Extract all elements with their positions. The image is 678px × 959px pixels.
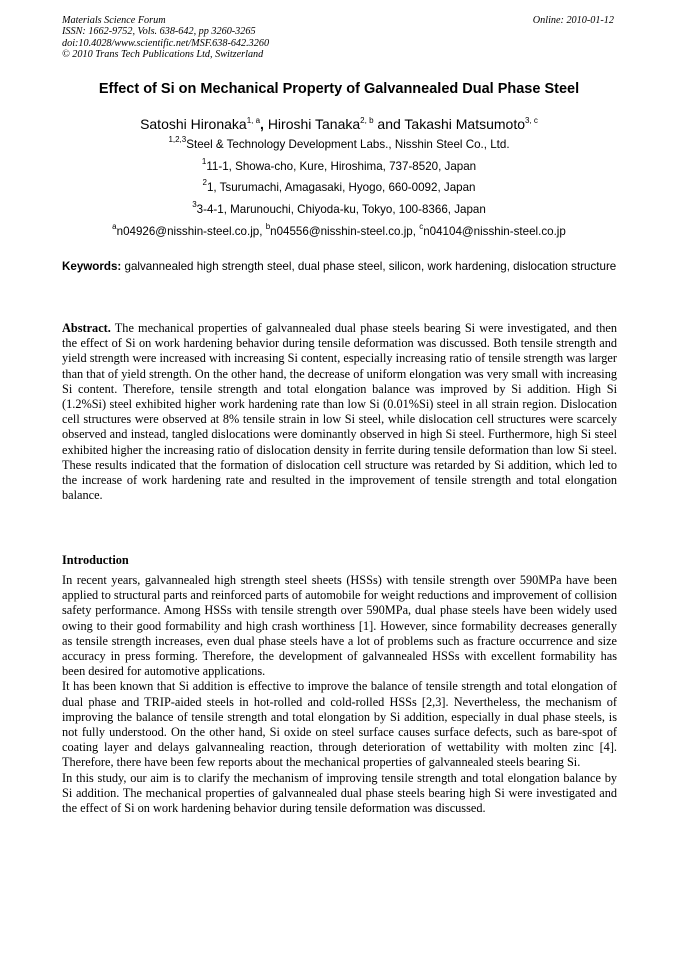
paper-title: Effect of Si on Mechanical Property of Galvannealed Dual Phase Steel xyxy=(98,81,580,97)
affiliation-address-3 xyxy=(0,200,678,218)
email-superscript: b xyxy=(265,222,271,231)
author-emails xyxy=(0,222,678,240)
introduction-paragraph: In recent years, galvannealed high strength steel sheets (HSSs) with tensile strength over 590MPa have been applied to structural parts and reinforced parts of automobile for weight reductions and improvement of collision safety performance. Among HSSs with tensile strength over 590MPa, dual phase steels have been widely used owing to their good formability and high crash worthiness [1]. However, since formability decreases generally as tensile strength increases, even dual phase steels have a lot of problems such as fracture occurrence and size accuracy in press forming. Therefore, the development of galvannealed HSSs with excellent formability has been desired for automotive applications. xyxy=(62,573,617,679)
email-link[interactable]: n04926@nisshin-steel.co.jp, xyxy=(116,225,263,238)
affiliation-text: 1, Tsurumachi, Amagasaki, Hyogo, 660-0092, Japan xyxy=(206,181,476,194)
affiliation-org xyxy=(0,135,678,153)
email-superscript: c xyxy=(419,222,424,231)
keywords-label: Keywords: xyxy=(62,260,122,273)
affiliation-superscript: 3 xyxy=(192,200,197,209)
affiliation-text: 11-1, Showa-cho, Kure, Hiroshima, 737-8520, Japan xyxy=(206,160,477,173)
introduction-body xyxy=(62,573,617,816)
affiliation-superscript: 1,2,3 xyxy=(168,135,187,144)
section-heading-introduction: Introduction xyxy=(62,553,129,567)
email-link[interactable]: n04104@nisshin-steel.co.jp xyxy=(423,225,566,238)
doi-line: doi:10.4028/www.scientific.net/MSF.638-642.3260 xyxy=(62,37,270,49)
abstract-label: Abstract. xyxy=(62,321,111,335)
introduction-paragraph: It has been known that Si addition is effective to improve the balance of tensile strength and total elongation of dual phase and TRIP-aided steels in hot-rolled and cold-rolled HSSs [2,3]. Nevertheless, the mechanism of improving the balance of tensile strength and total elongation by Si addition, especially in dual phase steels, is not fully understood. On the other hand, Si oxide on steel surface causes surface defects, such as bare-spot of coating layer and delays galvannealing reaction, through deterioration of wettability with molten zinc [4]. Therefore, there have been few reports about the mechanical properties of galvannealed steels bearing Si. xyxy=(62,679,617,770)
keywords xyxy=(62,260,618,275)
affiliation-superscript: 1 xyxy=(201,157,207,166)
author-list xyxy=(0,115,678,136)
journal-name: Materials Science Forum xyxy=(62,15,166,26)
online-date: Online: 2010-01-12 xyxy=(532,15,614,26)
journal-header xyxy=(62,15,616,60)
issn-line: ISSN: 1662-9752, Vols. 638-642, pp 3260-3265 xyxy=(62,26,256,38)
affiliation-text: Steel & Technology Development Labs., Nisshin Steel Co., Ltd. xyxy=(186,138,510,151)
affiliation-address-2 xyxy=(0,178,678,196)
author-superscript: 2, b xyxy=(360,116,374,125)
keywords-text: galvannealed high strength steel, dual phase steel, silicon, work hardening, dislocation structure xyxy=(124,260,617,273)
affiliation-superscript: 2 xyxy=(202,178,207,187)
author-conjunction: and xyxy=(377,116,401,132)
copyright-line: © 2010 Trans Tech Publications Ltd, Switzerland xyxy=(62,48,264,60)
affiliation-text: 3-4-1, Marunouchi, Chiyoda-ku, Tokyo, 100-8366, Japan xyxy=(196,203,486,216)
author-superscript: 1, a xyxy=(246,116,261,125)
email-superscript: a xyxy=(112,222,117,231)
affiliation-address-1 xyxy=(0,157,678,175)
author-name: Hiroshi Tanaka xyxy=(267,116,361,132)
introduction-paragraph: In this study, our aim is to clarify the mechanism of improving tensile strength and total elongation balance by Si addition. The mechanical properties of galvannealed dual phase steels bearing high Si were investigated and the effect of Si on work hardening behavior during tensile deformation was discussed. xyxy=(62,770,617,816)
author-separator: , xyxy=(260,116,264,132)
author-name: Satoshi Hironaka xyxy=(140,116,247,132)
author-name: Takashi Matsumoto xyxy=(404,116,526,132)
email-link[interactable]: n04556@nisshin-steel.co.jp, xyxy=(270,225,416,238)
abstract xyxy=(62,321,617,503)
author-superscript: 3, c xyxy=(525,116,538,125)
abstract-text: The mechanical properties of galvannealed dual phase steels bearing Si were investigated, and then the effect of Si on work hardening behavior during tensile deformation was discussed. Both tensile strength and yield strength were increased with increasing Si content, especially increasing ratio of tensile strength was larger than that of yield strength. On the other hand, the decrease of uniform elongation was very small with increasing Si content. Therefore, tensile strength and total elongation balance was improved by Si addition. High Si (1.2%Si) steel exhibited higher work hardening rate than low Si (0.01%Si) steel in all strain region. Dislocation cell structures were observed at 8% tensile strain in low Si steel, while dislocation cell structures were scarcely observed and instead, tangled dislocations were dominantly observed in high Si steel. Furthermore, high Si steel exhibited higher the increasing ratio of dislocation density in ferrite during tensile deformation than low Si steel. These results indicated that the formation of dislocation cell structure was retarded by Si addition, which led to the increase of work hardening rate and resulted in the improvement of tensile strength and total elongation balance. xyxy=(62,321,617,503)
